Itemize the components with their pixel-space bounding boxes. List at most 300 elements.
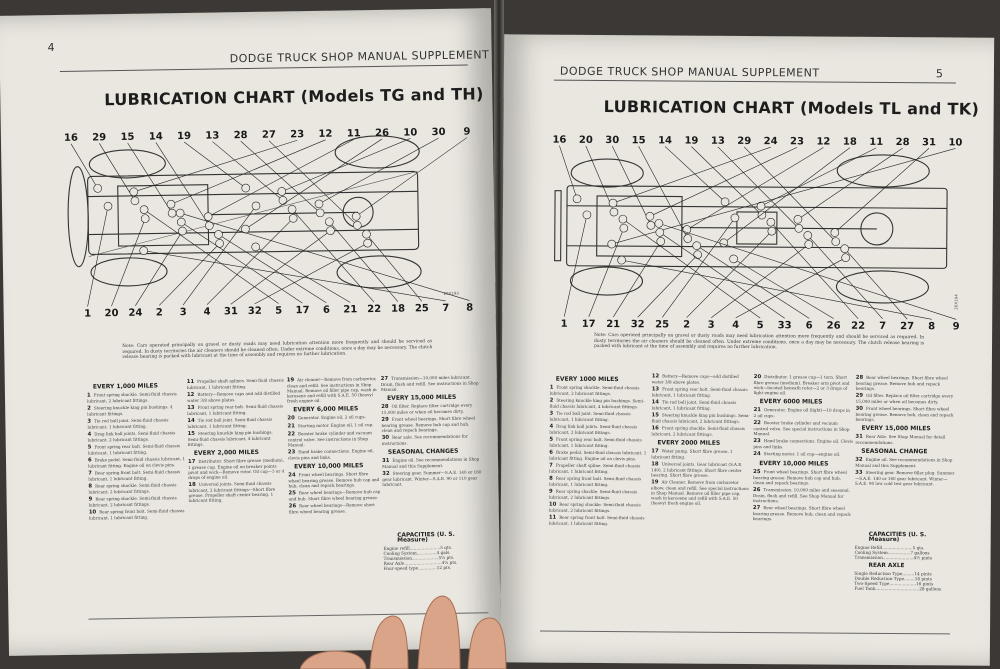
interval-heading: SEASONAL CHANGE [861, 447, 928, 456]
lube-item-text: Engine oil. See recommendations in Shop Manual and this Supplement. [855, 456, 953, 469]
lube-item-number: 6 [549, 449, 553, 456]
lube-item-number: 22 [287, 431, 296, 438]
lube-point-marker [252, 243, 260, 251]
lube-item [549, 450, 649, 462]
lube-item-text: Rear spring front bolt. Semi-fluid chassis lubricant, 1 lubricant fitting. [88, 508, 185, 521]
callout-bottom: 21 [606, 319, 621, 331]
lube-item-number: 19 [286, 377, 295, 384]
callout-top: 29 [92, 132, 107, 144]
callout-top: 19 [684, 135, 699, 147]
lube-item-text: Oil filter. Replace oil filter cartridge every 15,000 miles or when oil becomes dirty. [855, 392, 954, 405]
callout-leader [207, 139, 355, 216]
lube-item [88, 482, 188, 495]
callout-bottom: 26 [826, 320, 841, 332]
lube-item-number: 5 [549, 436, 554, 443]
lube-item-number: 32 [855, 456, 863, 463]
lube-item-text: Tie rod ball joint. Semi-fluid chassis lubricant, 1 lubricant fitting. [549, 410, 631, 423]
lube-item [754, 374, 854, 396]
lube-item-text: Distributor. 1 grease cup—1 turn. Short fibre grease (medium). Breaker arm pivot and wick—located beneath rotor—2 or 3 drops of light engine oil. [753, 374, 850, 396]
capacity-row: Cooling System.................7 gallons [854, 549, 930, 556]
lube-point-marker [831, 229, 839, 237]
lube-item [187, 403, 285, 416]
lube-item-text: Transmission—10,000 miles lubricant. Drain, flush and refill. See instructions in Shop Manual. [380, 374, 479, 392]
lube-point-marker [693, 242, 701, 250]
lube-item-number: 24 [753, 451, 761, 458]
callout-bottom: 17 [581, 318, 596, 330]
running-header: DODGE TRUCK SHOP MANUAL SUPPLEMENT [559, 64, 820, 80]
lube-item [855, 470, 955, 487]
lube-point-marker [804, 231, 812, 239]
callout-top: 29 [737, 135, 752, 148]
lube-item-number: 9 [548, 488, 553, 495]
lube-item-number: 31 [855, 433, 863, 440]
interval-heading: EVERY 2000 MILES [657, 439, 721, 447]
lube-item-text: Rear wheel bearings—Remove short fibre wheel bearing grease. [288, 502, 375, 515]
lube-item [651, 425, 751, 437]
lube-item-number: 2 [549, 397, 554, 404]
lube-item-number: 15 [651, 412, 659, 419]
interval-heading: SEASONAL CHANGES [387, 447, 459, 456]
lube-item [288, 489, 380, 501]
lube-item-number: 3 [87, 418, 92, 425]
lube-item-number: 10 [88, 509, 97, 516]
callout-leader [182, 206, 258, 305]
lube-item [550, 385, 650, 397]
lube-item-text: Rear axle. See recommendations for instructions. [381, 433, 468, 446]
callout-top: 13 [710, 135, 725, 147]
lube-point-marker [130, 188, 138, 196]
lube-point-marker [805, 240, 813, 248]
right-page [500, 34, 994, 665]
lube-item-number: 23 [287, 449, 296, 456]
callout-bottom: 9 [952, 321, 960, 333]
lube-item-text: Front spring shackle. Semi-fluid chassis lubricant, 2 lubricant fittings. [87, 391, 177, 404]
callout-leader [589, 228, 624, 317]
lube-item-text: Rear Axle. See Shop Manual for detail recommendations. [855, 433, 946, 446]
chart-title: LUBRICATION CHART (Models TG and TH) [104, 84, 484, 110]
rear-axle-row: Fuel Tank.................................28 gallons [854, 585, 942, 592]
lube-point-marker [364, 239, 372, 247]
lube-item [753, 420, 853, 437]
callout-leader [662, 217, 735, 318]
interval-heading: EVERY 15,000 MILES [861, 424, 931, 433]
callout-top: 16 [63, 132, 78, 144]
lube-item-text: Steering gear. Remove filler plug. Summer—S.A.E. 140 or 160 gear lubricant. Winter—S.A.E. 90 low cold test gear lubricant. [855, 469, 955, 487]
lube-point-marker [362, 230, 370, 238]
callout-top: 20 [578, 134, 593, 146]
lube-column-4 [381, 374, 483, 489]
lube-item-number: 28 [855, 374, 864, 381]
lube-item-number: 16 [651, 425, 659, 432]
lube-item [87, 417, 187, 430]
callout-top: 16 [552, 134, 567, 146]
lube-point-marker [795, 224, 803, 232]
capacities-box [854, 529, 954, 592]
lube-item-number: 17 [187, 458, 196, 465]
callout-leader [281, 138, 411, 191]
lube-item-number: 13 [187, 404, 195, 411]
lube-item-number: 8 [88, 483, 93, 490]
callout-leader [621, 260, 932, 319]
lube-item [89, 495, 189, 508]
callout-bottom: 8 [466, 302, 474, 314]
lube-item [87, 391, 187, 404]
lube-point-marker [315, 200, 323, 208]
lube-item-text: Rear spring front bolt. Semi-fluid chassis lubricant, 1 lubricant fitting. [548, 514, 645, 527]
lube-item [288, 471, 380, 488]
lube-column-3 [287, 376, 381, 516]
lube-item [88, 469, 188, 482]
lube-point-marker [214, 230, 222, 238]
callout-bottom: 1 [560, 318, 568, 330]
chassis-diagram [546, 131, 967, 334]
lube-item-text: Starting motor. 1 oil cup—engine oil. [763, 451, 841, 457]
lube-item-text: Front spring rear bolt. Semi-fluid chassis lubricant, 1 lubricant fitting. [187, 403, 284, 416]
lube-item [753, 451, 853, 458]
lube-item-number: 27 [752, 505, 761, 512]
lube-point-marker [842, 254, 850, 262]
lube-point-marker [758, 211, 766, 219]
callout-bottom: 5 [275, 305, 283, 317]
interval-heading: EVERY 1000 MILES [555, 375, 619, 384]
callout-top: 13 [205, 130, 220, 142]
callout-leader [770, 222, 859, 319]
callout-leader [687, 147, 824, 231]
lube-item-number: 24 [288, 472, 296, 479]
lube-column-1 [549, 373, 650, 529]
lube-item [549, 502, 649, 514]
callout-top: 9 [463, 126, 471, 138]
capacities-box [383, 528, 484, 571]
callout-bottom: 21 [343, 304, 358, 316]
callout-bottom: 3 [707, 319, 715, 331]
lube-item [651, 461, 751, 478]
chart-title: LUBRICATION CHART (Models TL and TK) [603, 96, 980, 119]
lube-item [651, 448, 751, 460]
lube-item-number: 25 [753, 469, 761, 476]
lube-item [651, 412, 751, 424]
lube-item [188, 457, 286, 480]
lube-item [289, 502, 381, 514]
lube-item-text: Rear spring shackle. Semi-fluid chassis lubricant, 2 lubricant fittings. [548, 488, 638, 501]
callout-bottom: 33 [777, 320, 792, 332]
lube-item [651, 479, 751, 506]
lube-item [187, 390, 285, 403]
lube-item-number: 21 [753, 407, 761, 414]
lube-point-marker [140, 247, 148, 255]
lube-item [381, 415, 481, 433]
lube-item-text: Front spring rear bolt. Semi-fluid chassis lubricant, 1 lubricant fitting. [651, 386, 748, 398]
callout-top: 23 [290, 129, 305, 141]
lube-item-number: 14 [187, 417, 195, 424]
lube-item-text: Battery—Remove caps and add distilled water 3/8 above plates. [187, 390, 281, 403]
lube-item-number: 25 [288, 490, 296, 497]
lube-item-number: 31 [381, 457, 390, 464]
lube-point-marker [655, 219, 663, 227]
callout-bottom: 32 [630, 319, 645, 331]
lube-item-text: Hand brake connections. Engine oil. Clevis pins and links. [753, 438, 854, 450]
lube-item [89, 508, 189, 521]
lube-point-marker [609, 199, 617, 207]
lube-point-marker [141, 215, 149, 223]
lube-item-text: Propeller shaft splines. Semi-fluid chassis lubricant, 1 lubricant fitting. [186, 377, 284, 390]
lube-point-marker [646, 212, 654, 220]
callout-bottom: 2 [155, 307, 163, 319]
lube-point-marker [168, 209, 176, 217]
lube-item [753, 438, 853, 450]
lube-item-text: Steering knuckle king pin bushings. Semi-fluid chassis lubricant, 4 lubricant fittings. [187, 429, 273, 447]
lube-item [754, 407, 854, 419]
callout-top: 10 [403, 127, 418, 139]
callout-top: 30 [431, 126, 446, 139]
callout-leader [559, 146, 577, 199]
lube-item-text: Rear spring shackle. Semi-fluid chassis lubricant, 2 lubricant fittings. [548, 501, 641, 514]
lube-item-text: Generator. Engine oil (light)—10 drops in 2 oil cups. [753, 407, 850, 419]
header-rule [554, 80, 956, 84]
lube-item-text: Rear spring front bolt. Semi-fluid chassis lubricant, 1 lubricant fitting. [549, 475, 642, 488]
callout-top: 15 [120, 131, 135, 144]
lube-item-text: Front wheel bearings. Short fibre wheel bearing grease. Remove hub cap and hub, clean and repack bearings. [753, 469, 847, 486]
page-number: 4 [47, 41, 55, 55]
lube-point-marker [178, 227, 186, 235]
callout-bottom: 2 [683, 319, 691, 331]
lube-point-marker [619, 215, 627, 223]
lube-point-marker [131, 197, 139, 205]
lube-item-number: 3 [549, 410, 554, 417]
lube-item [549, 463, 649, 475]
chart-note: Note: Cars operated principally on gravel or dusty roads may need lubrication attention more frequently and should be serviced as required. In dusty territories the air cleaners should be cleaned often. Under extreme conditions, once a day may be necessary. The clutch release bearing is packed with lubricant at the time of assembly and requires no further lubrication. [594, 332, 925, 351]
callout-leader [180, 209, 469, 306]
callout-top: 28 [895, 137, 910, 149]
lube-item-text: Front spring rear bolt. Semi-fluid chassis lubricant, 1 lubricant fitting. [87, 443, 181, 456]
lube-item-text: Rear wheel bearings—Remove hub cap and hub. Short fibre wheel bearing grease. [288, 488, 381, 502]
lube-item-text: Rear spring front bolt. Semi-fluid chassis lubricant, 1 lubricant fitting. [88, 469, 181, 482]
callout-bottom: 8 [928, 321, 936, 333]
header-rule [60, 65, 468, 72]
lube-item-text: Air Cleaner. Remove from carburetor elbow, clean and refill. See special instructions in Shop Manual. Remove oil filler pipe cap, wash in kerosene and refill with S.A.E. 50 (heavy) fresh engine oil. [650, 479, 749, 506]
lube-point-marker [204, 213, 212, 221]
callout-top: 10 [948, 137, 963, 149]
callout-leader [366, 233, 421, 302]
callout-top: 15 [631, 135, 646, 147]
lube-point-marker [352, 212, 360, 220]
callout-leader [355, 138, 468, 217]
capacity-row: Cooling System...............4 gals. [383, 549, 451, 556]
callout-top: 30 [605, 135, 620, 147]
lube-item-number: 10 [548, 501, 557, 508]
lube-item-text: Rear wheel bearings. Short fibre wheel bearing grease. Remove hub and repack bearings. [855, 374, 948, 391]
lube-item-text: Booster brake cylinder and vacuum control valve. See instructions in Shop Manual. [287, 430, 372, 448]
lube-point-marker [768, 227, 776, 235]
lube-item [287, 422, 379, 429]
lube-item [188, 480, 286, 503]
lube-item [753, 469, 853, 486]
capacity-row: Transmission.......................4½ pints [854, 554, 933, 561]
lube-item-text: Drag link ball joints. Semi-fluid chassis lubricant, 2 lubricant fittings. [549, 423, 638, 436]
lube-point-marker [176, 209, 184, 217]
lube-item [753, 487, 853, 504]
lube-item-number: 29 [381, 416, 389, 423]
lube-point-marker [140, 206, 148, 214]
lube-item [549, 489, 649, 501]
lube-item [753, 505, 853, 522]
rear-axle-row: Double Reduction Type........18 pints [854, 575, 932, 582]
callout-leader [254, 243, 369, 304]
lube-column-2 [651, 373, 752, 508]
callout-bottom: 22 [367, 303, 382, 316]
lube-item-number: 18 [651, 461, 659, 468]
callout-bottom: 5 [756, 320, 764, 332]
lube-item-number: 20 [287, 415, 295, 422]
lube-item-text: Booster brake cylinder and vacuum control valve. See special instructions in Shop Manual. [753, 420, 850, 437]
hand-photo [300, 588, 600, 669]
lube-item-number: 5 [87, 444, 92, 451]
callout-bottom: 6 [322, 304, 330, 316]
lube-item [381, 374, 481, 392]
lube-item-text: Rear wheel bearings. Short fibre wheel bearing grease. Remove hub, clean and repack bearings. [752, 505, 851, 522]
callout-bottom: 3 [179, 306, 187, 319]
lube-item-text: Front spring shackle. Semi-fluid chassis lubricant, 2 lubricant fittings. [651, 425, 745, 437]
callout-bottom: 25 [655, 319, 670, 331]
lube-item-number: 29 [855, 392, 864, 399]
lube-point-marker [794, 215, 802, 223]
interval-heading: EVERY 15,000 MILES [387, 393, 457, 402]
lube-item-number: 22 [753, 420, 761, 427]
lube-item [188, 429, 286, 447]
callout-leader [133, 140, 298, 192]
lube-item [652, 386, 752, 398]
lube-item [382, 433, 482, 446]
lube-point-marker [104, 202, 112, 210]
lube-item-number: 28 [381, 403, 389, 410]
callout-bottom: 22 [851, 320, 866, 332]
lube-item-text: Oil filter. Replace filter cartridge every 15,000 miles or when oil becomes dirty. [381, 402, 473, 415]
callout-top: 18 [842, 136, 857, 148]
callout-top: 26 [374, 127, 390, 140]
callout-bottom: 32 [247, 305, 262, 318]
lube-item-number: 4 [549, 423, 554, 430]
lube-item [382, 469, 482, 487]
lube-item [652, 373, 752, 385]
lube-item-text: Air cleaner—Remove from carburetor, clean and refill. See instructions in Shop Manual. Remove oil filler pipe cap, wash in kerosene and refill with S.A.E. 50 (heavy) fresh engine oil. [286, 376, 377, 404]
callout-bottom: 4 [203, 306, 211, 318]
callout-bottom: 18 [390, 303, 406, 315]
rear-axle-title: REAR AXLE [868, 562, 905, 570]
capacity-row: Transmission....................5½ pts. [383, 554, 455, 561]
lube-item [287, 376, 379, 403]
callout-top: 28 [233, 130, 248, 142]
lube-item-text: Rear spring shackle. Semi-fluid chassis lubricant, 2 lubricant fittings. [88, 482, 177, 495]
lube-item-text: Steering gear. Summer—S.A.E. 140 or 160 gear lubricant. Winter—S.A.E. 90 or 110 gear lubricant. [382, 469, 482, 487]
callout-bottom: 24 [128, 307, 143, 319]
lube-item [549, 476, 649, 488]
lube-point-marker [316, 209, 324, 217]
lube-item-text: Drag link ball joints. Semi-fluid chassis lubricant, 2 lubricant fittings. [87, 430, 176, 443]
callout-bottom: 7 [879, 320, 887, 332]
lube-column-2 [187, 377, 287, 505]
interval-heading: EVERY 2,000 MILES [193, 448, 260, 457]
lube-item-text: Universal joints. Gear lubricant (S.A.E. 140). 2 lubricant fittings. Short fibre center bearing. Short fibre grease. [651, 461, 743, 478]
lube-item-text: Front spring shackle. Semi-fluid chassis lubricant, 2 lubricant fittings. [549, 384, 640, 397]
lube-item-text: Front wheel bearings. Short fibre wheel bearing grease. Remove hub cap and hub, clean and repack bearings. [288, 471, 380, 489]
lube-item [88, 456, 188, 469]
lube-point-marker [353, 221, 361, 229]
lube-item [187, 416, 285, 429]
lube-point-marker [326, 227, 334, 235]
lube-item-number: 20 [753, 374, 762, 381]
lube-item-text: Front wheel bearings. Short fibre wheel bearing grease. Remove hub, clean and repack bearings. [855, 405, 954, 422]
callout-bottom: 1 [84, 308, 92, 320]
lube-point-marker [767, 218, 775, 226]
lube-item-number: 26 [288, 503, 297, 510]
lube-item-number: 33 [855, 469, 863, 476]
lube-point-marker [252, 202, 260, 210]
lube-point-marker [278, 187, 286, 195]
lube-point-marker [573, 195, 581, 203]
callout-top: 14 [148, 131, 163, 143]
lube-item-text: Tie rod ball joint. Semi-fluid chassis lubricant, 1 lubricant fitting. [651, 399, 737, 411]
footer-rule [540, 631, 950, 635]
callout-top: 24 [763, 136, 778, 148]
callout-top: 12 [816, 136, 831, 148]
callout-top: 19 [177, 130, 192, 143]
capacities-title: CAPACITIES (U. S. Measure) [397, 531, 455, 544]
chart-note: Note: Cars operated principally on gravel or dusty roads may need lubrication attention more frequently and should be serviced as required. In dusty territories the air cleaners should be cleaned often. Under extreme conditions, once a day may be necessary. The clutch release bearing is packed with lubricant at the time of assembly and requires no further lubrication. [122, 339, 433, 361]
capacities-title: CAPACITIES (U. S. Measure) [868, 531, 927, 544]
lube-item-number: 12 [651, 373, 660, 380]
lube-item-number: 14 [651, 399, 660, 406]
lube-item [288, 430, 380, 447]
lube-item-text: Front spring rear bolt. Semi-fluid chassis lubricant, 1 lubricant fitting. [549, 436, 642, 449]
lube-point-marker [177, 218, 185, 226]
lube-item [856, 393, 956, 405]
lube-item-text: Tie rod ball joint. Semi-fluid chassis lubricant, 1 lubricant fitting. [87, 417, 169, 430]
callout-leader [711, 244, 809, 319]
callout-top: 11 [869, 136, 884, 148]
lube-item [382, 456, 482, 469]
lube-point-marker [94, 184, 102, 192]
lube-point-marker [608, 240, 616, 248]
interval-heading: EVERY 6,000 MILES [293, 405, 359, 414]
lube-item-number: 23 [753, 438, 761, 445]
lube-item-text: Starting motor. Engine oil, 1 oil cup. [297, 422, 374, 429]
callout-bottom: 31 [223, 306, 238, 318]
lube-item-text: Generator. Engine oil, 2 oil cups. [297, 414, 366, 421]
lube-item-number: 11 [186, 378, 195, 385]
callout-bottom: 27 [900, 321, 915, 333]
lube-item-number: 12 [186, 391, 195, 398]
lube-item [187, 377, 285, 390]
interval-heading: EVERY 6000 MILES [759, 398, 823, 406]
callout-leader [218, 233, 326, 305]
lube-item-text: Steering knuckle king pin bushings. Semi-fluid chassis lubricant, 2 lubricant fittings. [651, 412, 750, 424]
lube-item [855, 434, 955, 446]
callout-top: 14 [658, 135, 673, 147]
lube-point-marker [288, 205, 296, 213]
lube-point-marker [730, 255, 738, 263]
capacity-row: Rear Axle............................4½ pts. [383, 559, 458, 566]
lube-item-text: Rear spring shackle. Semi-fluid chassis lubricant, 2 lubricant fittings. [88, 495, 177, 508]
lube-column-3 [753, 374, 854, 524]
callout-leader [256, 245, 351, 303]
lube-point-marker [620, 224, 628, 232]
interval-heading: EVERY 1,000 MILES [92, 382, 158, 391]
lube-point-marker [167, 200, 175, 208]
lube-item-number: 19 [651, 479, 659, 486]
lube-item [87, 404, 187, 417]
lube-point-marker [289, 214, 297, 222]
capacity-row: Engine refill.......................5 qts. [383, 544, 453, 551]
